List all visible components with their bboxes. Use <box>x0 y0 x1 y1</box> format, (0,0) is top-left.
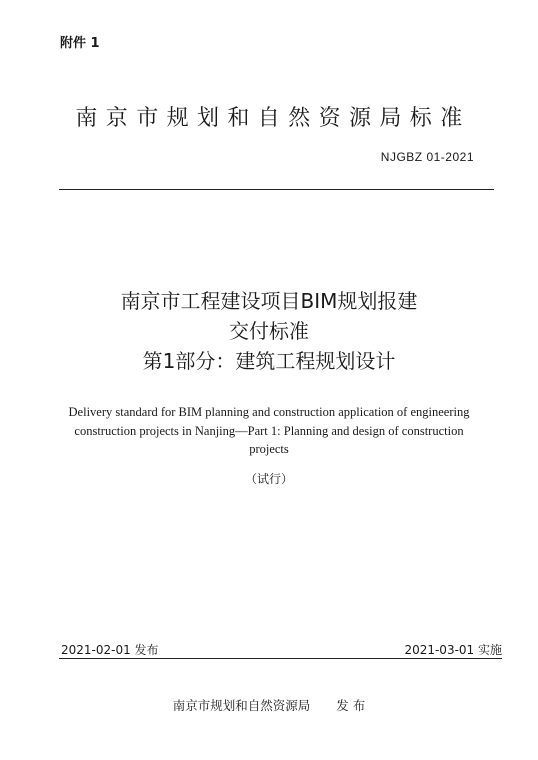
standard-number: NJGBZ 01-2021 <box>380 150 474 164</box>
english-title: Delivery standard for BIM planning and construction application of engineering construction projects in Nanjing—Part 1: Planning and design of construction projects <box>68 405 470 456</box>
issuer-name: 南京市规划和自然资源局 <box>172 698 311 713</box>
title-line-1: 南京市工程建设项目BIM规划报建 <box>120 289 418 313</box>
attachment-label: 附件 1 <box>60 36 100 51</box>
title-line-2: 交付标准 <box>229 319 309 343</box>
implementation-date: 2021-03-01 实施 <box>404 643 502 657</box>
date-divider <box>59 658 502 659</box>
authority-standard-header: 南京市规划和自然资源局标准 <box>75 106 471 131</box>
header-divider <box>59 189 494 190</box>
issuer-action: 发 布 <box>336 698 366 713</box>
trial-note: （试行） <box>244 472 293 486</box>
document-title <box>0 286 538 376</box>
title-line-3: 第1部分：建筑工程规划设计 <box>142 349 396 373</box>
issuer-line <box>0 696 538 714</box>
issue-date: 2021-02-01 发布 <box>61 643 159 657</box>
